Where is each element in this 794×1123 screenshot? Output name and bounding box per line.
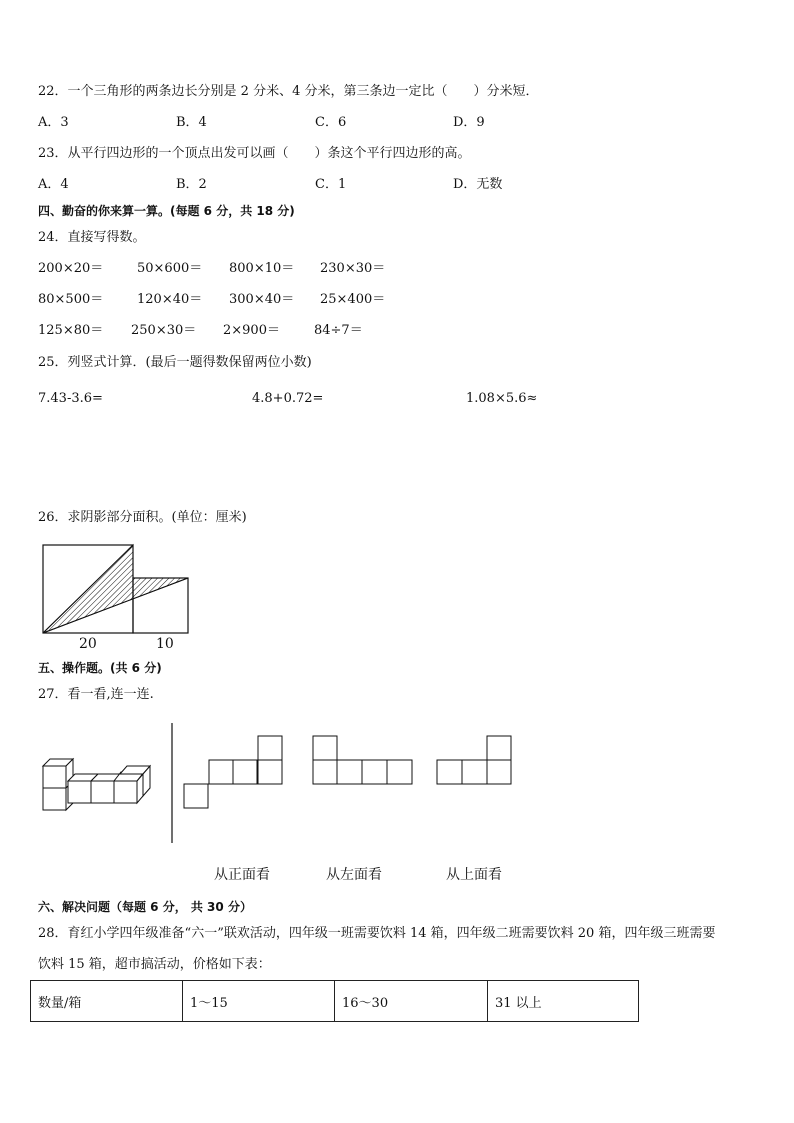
q24-item: 300×40＝ <box>229 292 295 307</box>
table-row <box>31 981 639 1022</box>
section6-title: 六、解决问题（每题 6 分， 共 30 分） <box>38 900 252 914</box>
q28-line2: 饮料 15 箱，超市搞活动，价格如下表： <box>38 957 271 972</box>
q22-option-d: D．9 <box>453 115 485 130</box>
q24-item: 25×400＝ <box>320 292 386 307</box>
q25-item: 1.08×5.6≈ <box>466 391 538 406</box>
section5-title: 五、操作题。(共 6 分) <box>38 661 162 675</box>
cube-solid <box>43 759 150 810</box>
table-cell: 16～30 <box>335 981 488 1022</box>
view-b <box>313 736 412 784</box>
q24-item: 200×20＝ <box>38 261 104 276</box>
q23-option-c: C．1 <box>315 177 347 192</box>
view-label-left: 从左面看 <box>326 867 382 883</box>
figure-label-20: 20 <box>79 636 97 652</box>
q23-option-b: B．2 <box>176 177 207 192</box>
table-cell: 1～15 <box>183 981 335 1022</box>
q23-option-a: A．4 <box>38 177 69 192</box>
q24-item: 250×30＝ <box>131 323 197 338</box>
q24-item: 84÷7＝ <box>314 323 363 338</box>
q28-line1: 28．育红小学四年级准备“六一”联欢活动，四年级一班需要饮料 14 箱，四年级二班需要饮料 20 箱，四年级三班需要 <box>38 926 716 941</box>
q22-option-c: C．6 <box>315 115 347 130</box>
q27-stem: 27．看一看,连一连. <box>38 687 154 702</box>
q23-option-d: D．无数 <box>453 177 503 192</box>
q23-stem: 23．从平行四边形的一个顶点出发可以画（ ）条这个平行四边形的高。 <box>38 146 471 161</box>
q24-item: 120×40＝ <box>137 292 203 307</box>
q26-stem: 26．求阴影部分面积。(单位：厘米) <box>38 510 247 525</box>
price-table <box>30 980 639 1022</box>
view-label-top: 从上面看 <box>446 867 502 883</box>
q25-item: 4.8+0.72= <box>252 391 324 406</box>
q22-option-b: B．4 <box>176 115 207 130</box>
table-cell: 数量/箱 <box>31 981 183 1022</box>
q24-item: 800×10＝ <box>229 261 295 276</box>
q22-option-a: A．3 <box>38 115 69 130</box>
q24-stem: 24．直接写得数。 <box>38 230 146 245</box>
q24-item: 2×900＝ <box>223 323 280 338</box>
view-label-front: 从正面看 <box>214 867 270 883</box>
table-cell: 31 以上 <box>488 981 639 1022</box>
q25-stem: 25．列竖式计算．(最后一题得数保留两位小数) <box>38 355 312 370</box>
q22-stem: 22．一个三角形的两条边长分别是 2 分米、4 分米，第三条边一定比（ ）分米短． <box>38 84 539 99</box>
q24-item: 230×30＝ <box>320 261 386 276</box>
figure-label-10: 10 <box>156 636 174 652</box>
q24-item: 80×500＝ <box>38 292 104 307</box>
section4-title: 四、勤奋的你来算一算。(每题 6 分，共 18 分) <box>38 204 295 218</box>
q24-item: 125×80＝ <box>38 323 104 338</box>
view-a <box>184 736 282 808</box>
q24-item: 50×600＝ <box>137 261 203 276</box>
q25-item: 7.43-3.6= <box>38 391 103 406</box>
view-c <box>437 736 511 784</box>
